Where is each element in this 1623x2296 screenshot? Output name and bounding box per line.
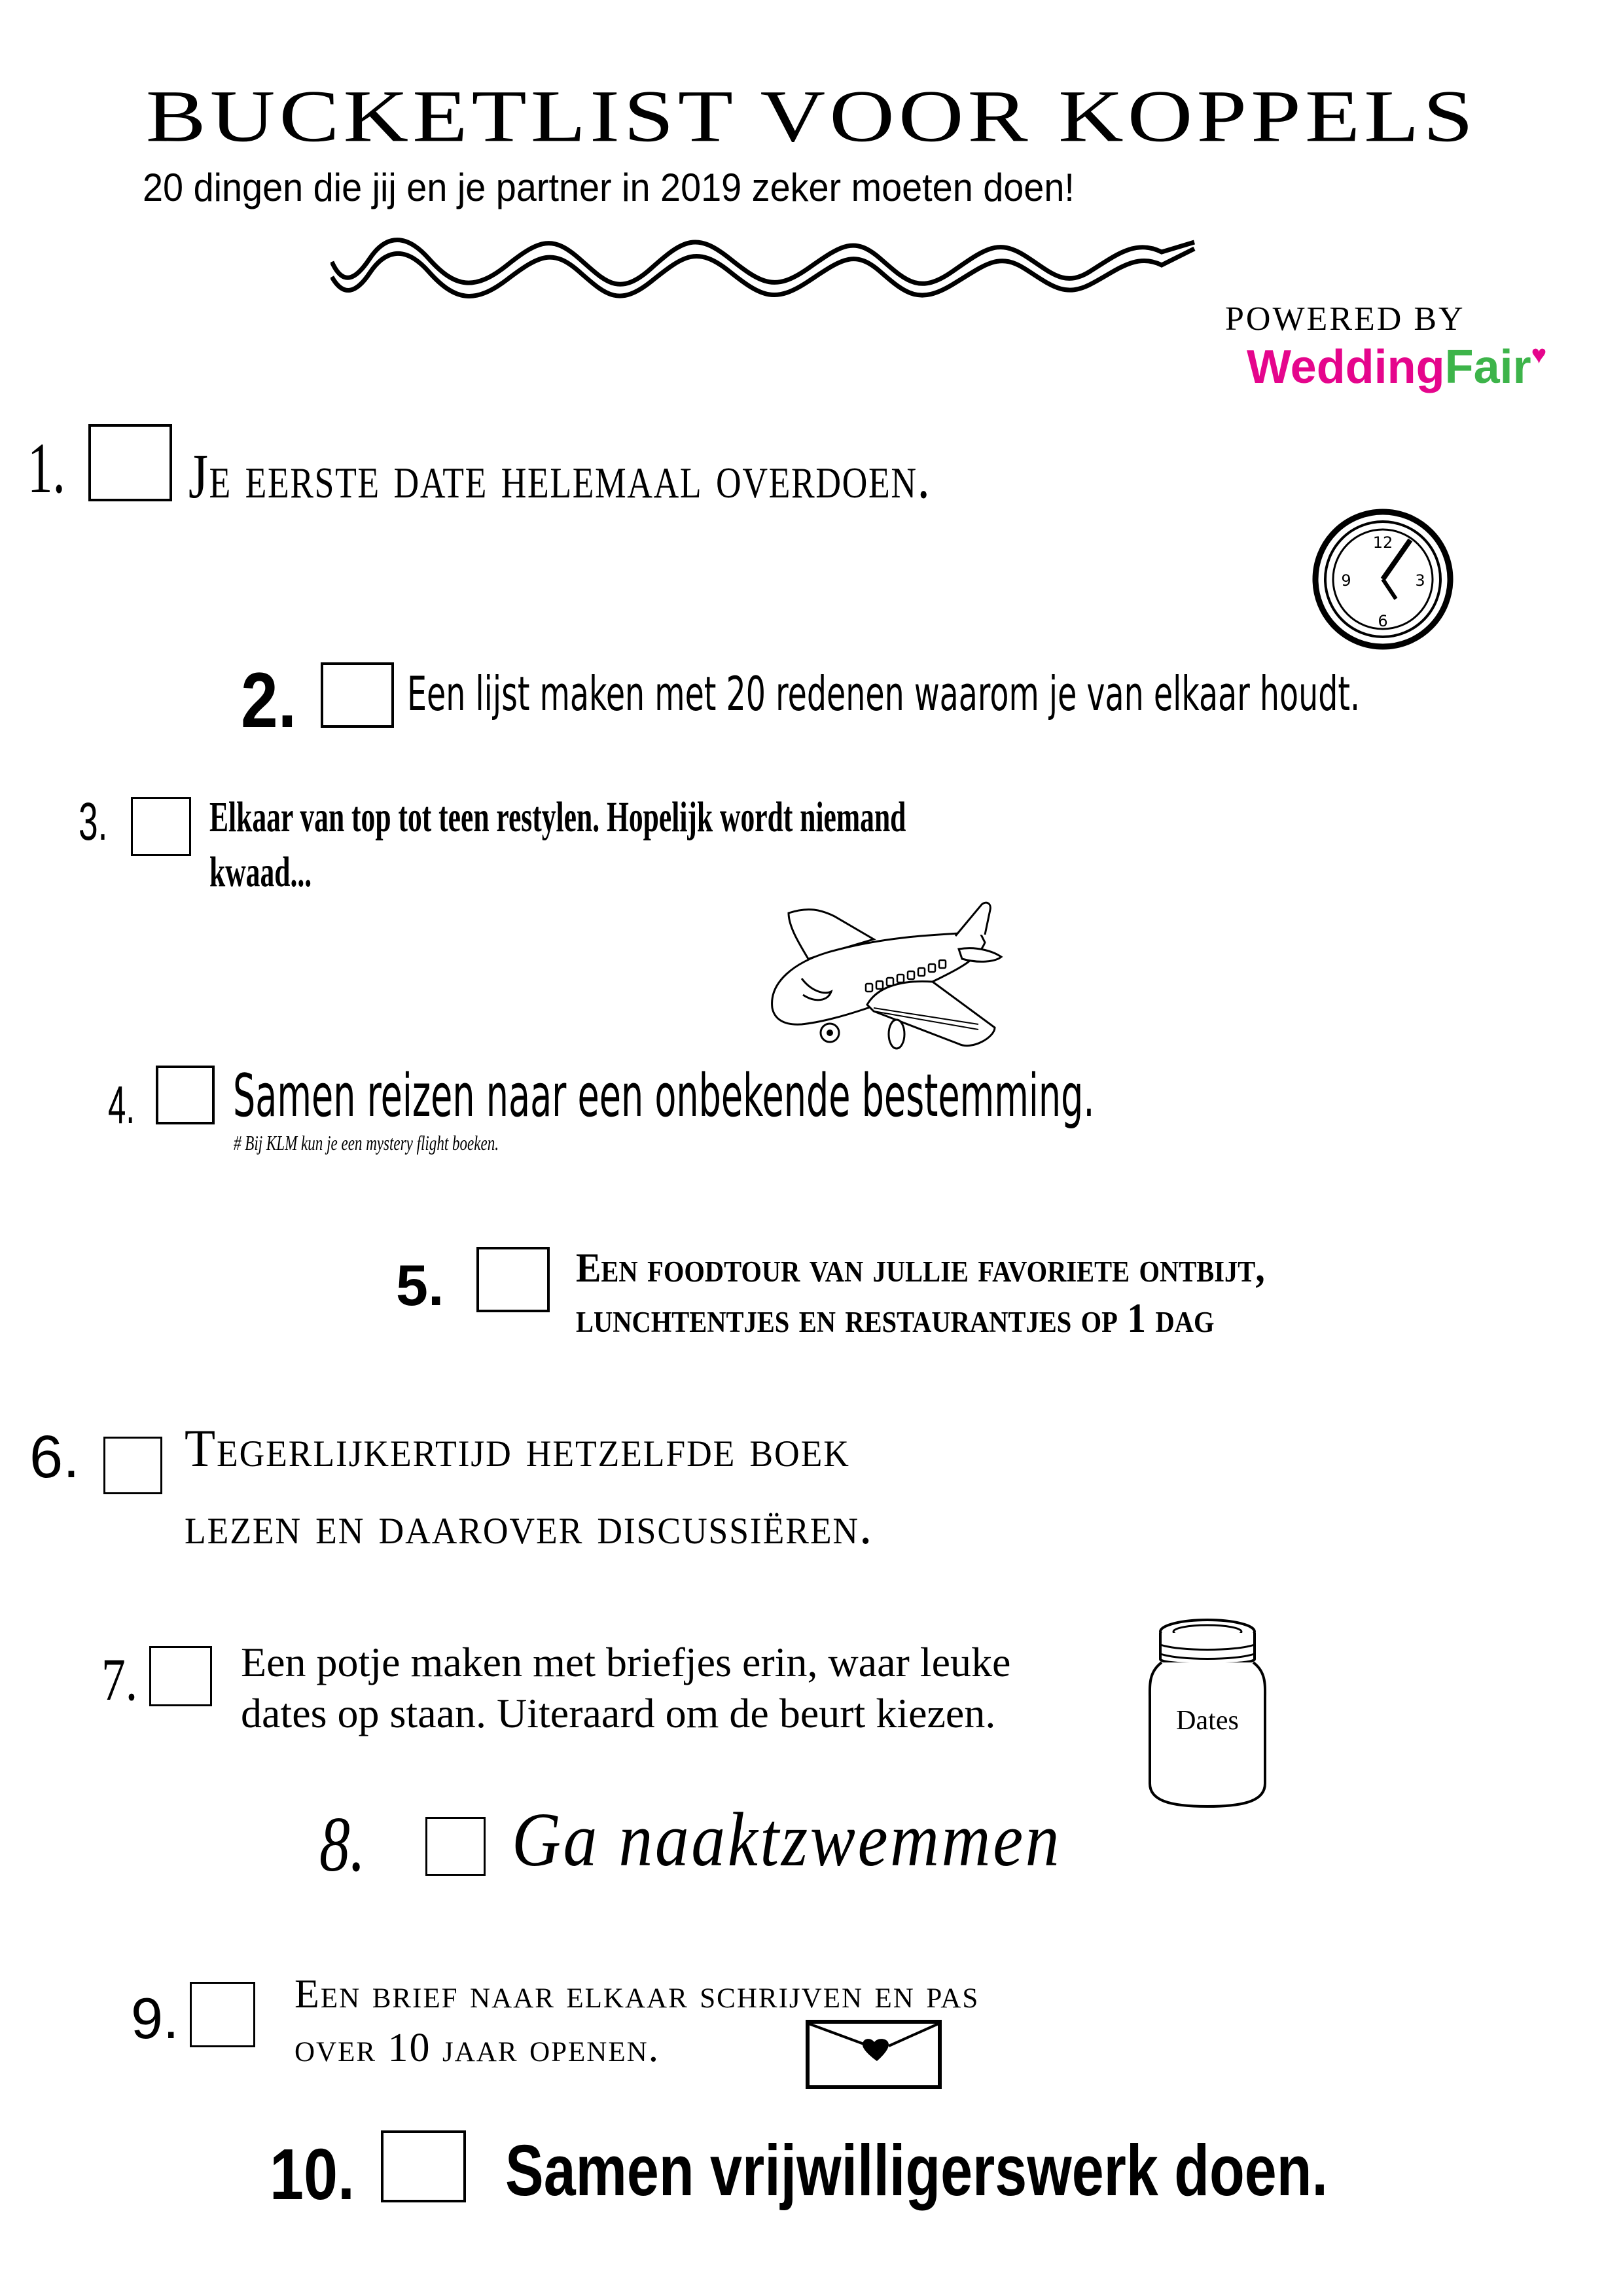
item-number-4: 4. [108,1075,135,1135]
checkbox-item-2[interactable] [321,662,394,728]
item-text-7-line-1: Een potje maken met briefjes erin, waar leuke [241,1639,1011,1685]
clock-icon [1299,507,1469,651]
item-text-5-line-2: lunchtentjes en restaurantjes op 1 dag [576,1295,1215,1341]
logo-wedding: Wedding [1247,341,1445,393]
item-number-6: 6. [29,1424,80,1490]
page-title: BUCKETLIST VOOR KOPPELS [145,75,1478,157]
checkbox-item-7[interactable] [149,1646,212,1706]
svg-text:9: 9 [1341,571,1351,590]
item-text-8: Ga naaktzwemmen [512,1797,1062,1882]
jar-label: Dates [1176,1706,1239,1736]
item-number-5: 5. [396,1253,444,1318]
item-text-3-line-1: Elkaar van top tot teen restylen. Hopelijk wordt niemand [209,793,906,841]
logo-fair: Fair [1444,341,1531,393]
item-text-6-line-2: lezen en daarover discussiëren. [185,1496,874,1555]
item-text-7-line-2: dates op staan. Uiteraard om de beurt kiezen. [241,1690,996,1736]
item-note-4: # Bij KLM kun je een mystery flight boeken. [234,1131,499,1155]
item-number-8: 8. [319,1801,366,1888]
item-text-9-line-2: over 10 jaar openen. [294,2026,660,2070]
svg-text:6: 6 [1378,612,1388,630]
checkbox-item-4[interactable] [156,1066,215,1124]
item-text-4: Samen reizen naar een onbekende bestemming. [233,1062,1095,1130]
checkbox-item-6[interactable] [103,1437,162,1494]
item-number-3: 3. [79,792,108,852]
item-number-2: 2. [241,656,297,744]
airplane-icon [762,897,1037,1054]
jar-icon [1142,1613,1273,1810]
powered-by-label: POWERED BY [1225,300,1465,338]
checkbox-item-5[interactable] [476,1247,550,1312]
envelope-heart-icon [804,2018,948,2092]
page-subtitle: 20 dingen die jij en je partner in 2019 zeker moeten doen! [143,166,1075,209]
item-text-1: Je eerste date helemaal overdoen. [188,441,931,511]
item-number-1: 1. [27,428,65,508]
item-text-10: Samen vrijwilligerswerk doen. [505,2130,1328,2211]
item-number-10: 10. [270,2134,355,2215]
item-text-3-line-2: kwaad... [209,848,312,896]
checkbox-item-3[interactable] [131,797,191,856]
checkbox-item-8[interactable] [425,1817,486,1876]
weddingfair-logo [1247,340,1546,394]
checkbox-item-1[interactable] [88,424,172,501]
item-number-9: 9. [131,1986,179,2051]
item-text-2: Een lijst maken met 20 redenen waarom je van elkaar houdt. [407,666,1361,721]
item-text-6-line-1: Tegerlijkertijd hetzelfde boek [185,1418,850,1478]
svg-text:3: 3 [1415,571,1425,590]
item-text-5-line-1: Een foodtour van jullie favoriete ontbijt, [576,1244,1265,1291]
wavy-divider-icon [330,232,1201,304]
svg-text:12: 12 [1372,533,1393,552]
heart-icon: ♥ [1531,340,1547,369]
checkbox-item-10[interactable] [381,2130,466,2202]
checkbox-item-9[interactable] [190,1982,255,2047]
item-text-9-line-1: Een brief naar elkaar schrijven en pas [294,1972,980,2017]
item-number-7: 7. [101,1646,138,1713]
